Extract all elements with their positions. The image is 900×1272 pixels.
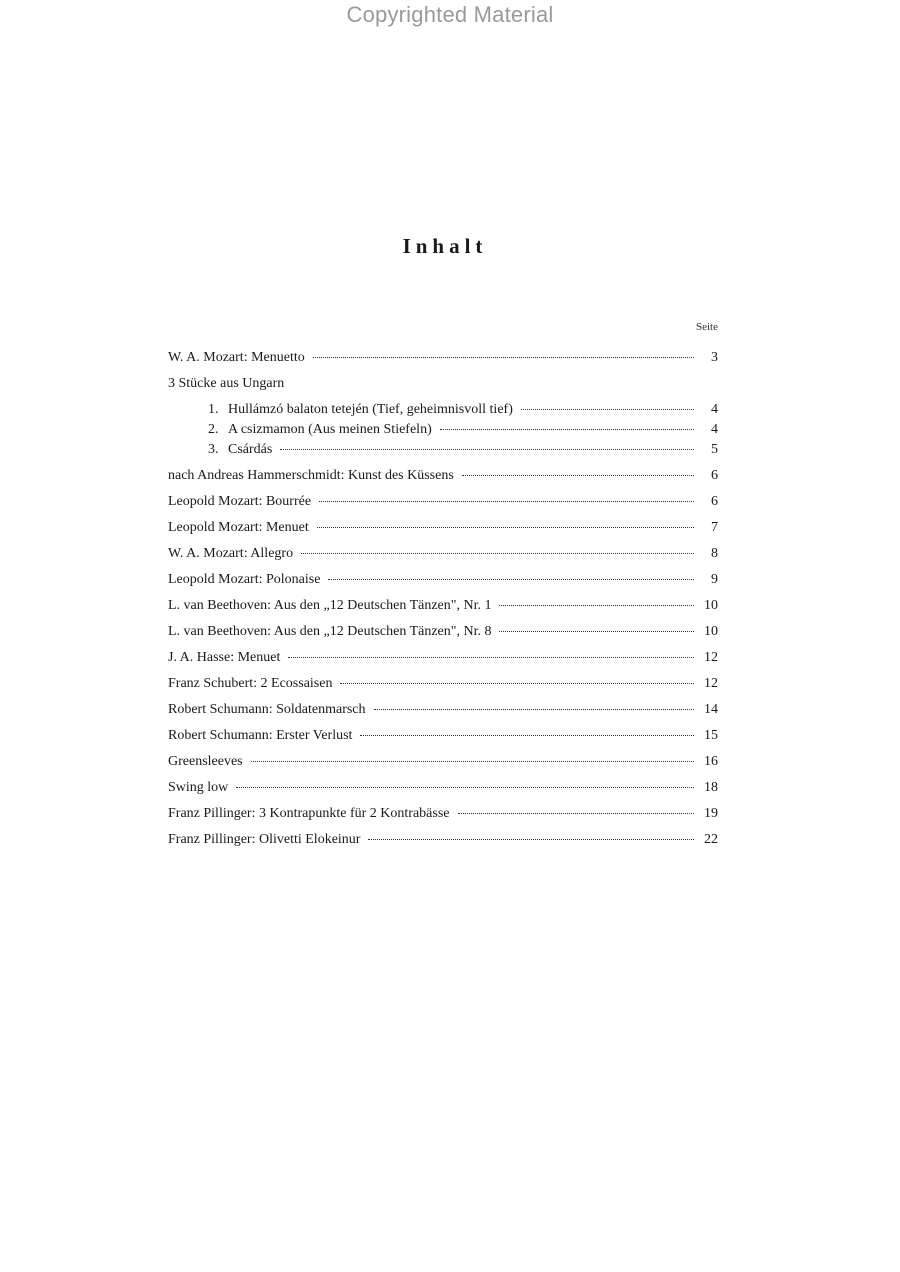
toc-entry-page: 10 <box>704 624 718 639</box>
toc-section-header <box>168 376 718 392</box>
toc-entry-title: nach Andreas Hammerschmidt: Kunst des Küssens <box>168 468 454 483</box>
dot-leader <box>360 735 694 736</box>
dot-leader <box>328 579 694 580</box>
toc-entry-page: 6 <box>711 494 718 509</box>
copyright-watermark: Copyrighted Material <box>346 2 554 27</box>
toc-subentry-number: 1. <box>208 402 219 417</box>
toc-entry <box>168 832 718 848</box>
dot-leader <box>236 787 694 788</box>
toc-entry-title: Franz Schubert: 2 Ecossaisen <box>168 676 333 691</box>
toc-entry-page: 9 <box>711 572 718 587</box>
toc-entry-title: Greensleeves <box>168 754 243 769</box>
toc-entry <box>168 572 718 588</box>
toc-entry-page: 10 <box>704 598 718 613</box>
dot-leader <box>368 839 694 840</box>
toc-entry-page: 7 <box>711 520 718 535</box>
toc-subentry-title: Hullámzó balaton tetején (Tief, geheimnisvoll tief) <box>228 402 513 417</box>
toc-entry-title: Swing low <box>168 780 229 795</box>
dot-leader <box>440 429 694 430</box>
dot-leader <box>301 553 694 554</box>
toc-subentry-title: A csizmamon (Aus meinen Stiefeln) <box>228 422 432 437</box>
dot-leader <box>280 449 694 450</box>
toc-subentry-number: 2. <box>208 422 219 437</box>
toc-entry-title: Franz Pillinger: 3 Kontrapunkte für 2 Kontrabässe <box>168 806 450 821</box>
toc-section-title: 3 Stücke aus Ungarn <box>168 376 285 391</box>
toc-entry <box>168 468 718 484</box>
toc-entry-page: 5 <box>711 442 718 457</box>
toc-entry-page: 3 <box>711 350 718 365</box>
dot-leader <box>340 683 694 684</box>
toc-entry-page: 14 <box>704 702 718 717</box>
toc-subentry-number: 3. <box>208 442 219 457</box>
dot-leader <box>317 527 694 528</box>
toc-entry-title: Franz Pillinger: Olivetti Elokeinur <box>168 832 361 847</box>
toc-entry-page: 22 <box>704 832 718 847</box>
toc-entry <box>168 494 718 510</box>
toc-entry <box>168 520 718 536</box>
toc-entry-page: 15 <box>704 728 718 743</box>
dot-leader <box>499 631 694 632</box>
dot-leader <box>319 501 694 502</box>
dot-leader <box>462 475 694 476</box>
toc-entry-page: 18 <box>704 780 718 795</box>
toc-entry-page: 4 <box>711 402 718 417</box>
toc-entry-title: Robert Schumann: Erster Verlust <box>168 728 353 743</box>
toc-subentry-title: Csárdás <box>228 442 273 457</box>
toc-entry <box>168 702 718 718</box>
toc-entry-page: 6 <box>711 468 718 483</box>
toc-entry <box>168 676 718 692</box>
toc-entry-title: W. A. Mozart: Menuetto <box>168 350 305 365</box>
page-title: Inhalt <box>402 234 488 258</box>
toc-subentry <box>168 422 718 438</box>
toc-entry <box>168 624 718 640</box>
toc-entry <box>168 754 718 770</box>
toc-entry-title: Leopold Mozart: Bourrée <box>168 494 312 509</box>
toc-entry-page: 12 <box>704 676 718 691</box>
toc-entry <box>168 546 718 562</box>
toc-entry-title: Leopold Mozart: Polonaise <box>168 572 321 587</box>
toc-entry <box>168 780 718 796</box>
toc-entry-title: W. A. Mozart: Allegro <box>168 546 294 561</box>
toc-entry <box>168 806 718 822</box>
toc-entry-title: L. van Beethoven: Aus den „12 Deutschen Tänzen", Nr. 1 <box>168 598 492 613</box>
dot-leader <box>499 605 694 606</box>
toc-entry-page: 8 <box>711 546 718 561</box>
dot-leader <box>521 409 694 410</box>
table-of-contents <box>168 350 718 858</box>
toc-entry-title: J. A. Hasse: Menuet <box>168 650 281 665</box>
toc-entry <box>168 598 718 614</box>
toc-entry-title: Leopold Mozart: Menuet <box>168 520 309 535</box>
toc-entry <box>168 650 718 666</box>
toc-subentry <box>168 402 718 418</box>
toc-entry-page: 4 <box>711 422 718 437</box>
toc-entry-page: 19 <box>704 806 718 821</box>
dot-leader <box>313 357 694 358</box>
toc-entry-title: Robert Schumann: Soldatenmarsch <box>168 702 366 717</box>
toc-entry-page: 16 <box>704 754 718 769</box>
toc-entry-title: L. van Beethoven: Aus den „12 Deutschen Tänzen", Nr. 8 <box>168 624 492 639</box>
page-column-label: Seite <box>696 321 718 333</box>
dot-leader <box>251 761 694 762</box>
toc-entry <box>168 350 718 366</box>
dot-leader <box>288 657 694 658</box>
toc-entry <box>168 728 718 744</box>
dot-leader <box>374 709 694 710</box>
toc-subentry <box>168 442 718 458</box>
toc-entry-page: 12 <box>704 650 718 665</box>
dot-leader <box>458 813 695 814</box>
